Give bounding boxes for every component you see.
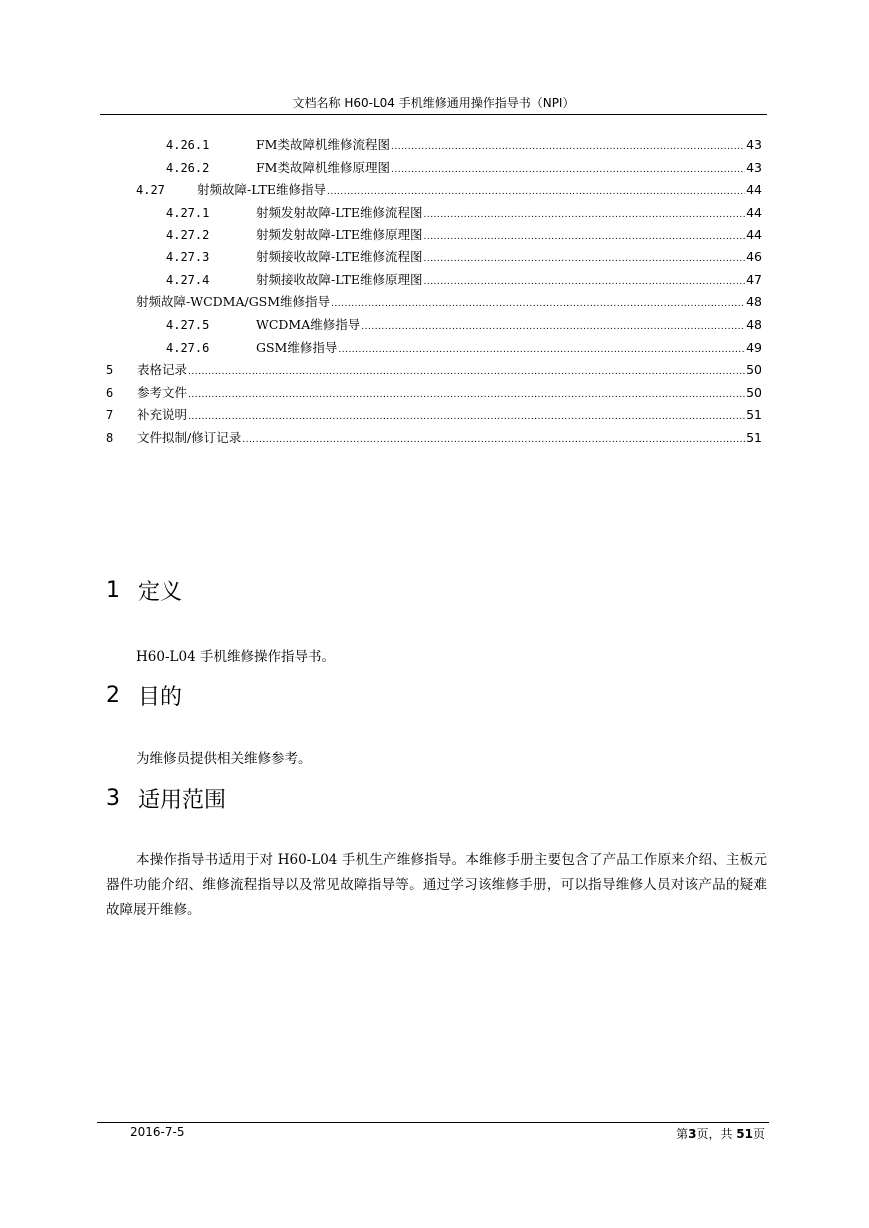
footer-page-number (676, 1125, 765, 1142)
toc-dot-leader (423, 201, 745, 224)
toc-entry-title: FM类故障机维修原理图 (256, 160, 390, 175)
toc-entry-title: 表格记录 (137, 362, 188, 377)
page-middle: 页，共 (696, 1127, 733, 1141)
toc-entry-title: 射频故障-WCDMA/GSM维修指导 (136, 294, 331, 309)
toc-dot-leader (391, 156, 745, 179)
toc-dot-leader (423, 245, 745, 268)
toc-dot-leader (242, 426, 745, 449)
toc-entry[interactable] (166, 245, 762, 268)
toc-dot-leader (338, 336, 745, 359)
header-divider (100, 114, 767, 115)
section-body-purpose: 为维修员提供相关维修参考。 (136, 751, 312, 767)
toc-entry[interactable] (166, 133, 762, 156)
toc-dot-leader (423, 268, 745, 291)
toc-entry-title: 文件拟制/修订记录 (137, 430, 242, 445)
toc-entry-number: 6 (106, 386, 114, 400)
toc-entry-page: 44 (746, 182, 762, 197)
section-body-scope: 本操作指导书适用于对 H60-L04 手机生产维修指导。本维修手册主要包含了产品工作原来介绍、主板元器件功能介绍、维修流程指导以及常见故障指导等。通过学习该维修手册，可以指导维修人员对该产品的疑难故障展开维修。 (106, 852, 767, 918)
footer-date: 2016-7-5 (130, 1125, 185, 1139)
toc-dot-leader (391, 133, 745, 156)
toc-entry-page: 43 (746, 160, 762, 175)
section-title: 定义 (138, 580, 183, 605)
toc-entry[interactable] (106, 358, 762, 381)
toc-entry-page: 43 (746, 137, 762, 152)
toc-entry-page: 44 (746, 205, 762, 220)
toc-entry-title: FM类故障机维修流程图 (256, 137, 390, 152)
page-prefix: 第 (676, 1127, 689, 1141)
section-number: 2 (106, 683, 120, 708)
toc-dot-leader (423, 223, 745, 246)
toc-entry-number: 4.26.2 (166, 161, 210, 175)
toc-entry-title: 射频接收故障-LTE维修原理图 (256, 272, 423, 287)
page-current: 3 (688, 1127, 697, 1141)
toc-entry[interactable] (136, 290, 762, 313)
section-title: 适用范围 (138, 788, 227, 813)
footer-divider (97, 1122, 769, 1123)
toc-entry[interactable] (166, 268, 762, 291)
toc-entry-number: 4.27.2 (166, 228, 210, 242)
toc-entry-title: 射频发射故障-LTE维修流程图 (256, 205, 423, 220)
toc-entry-number: 5 (106, 363, 114, 377)
toc-entry-page: 47 (746, 272, 762, 287)
toc-entry-number: 4.27.6 (166, 341, 210, 355)
toc-entry-page: 46 (746, 249, 762, 264)
toc-entry-number: 4.27 (136, 183, 165, 197)
section-heading-purpose (106, 680, 182, 711)
page-header (100, 95, 767, 111)
toc-entry-number: 8 (106, 431, 114, 445)
section-title: 目的 (138, 685, 183, 710)
section-number: 1 (106, 578, 120, 603)
toc-entry[interactable] (106, 426, 762, 449)
toc-entry[interactable] (166, 313, 762, 336)
toc-entry[interactable] (106, 403, 762, 426)
toc-dot-leader (188, 358, 745, 381)
toc-entry-number: 4.27.1 (166, 206, 210, 220)
section-heading-scope (106, 783, 226, 814)
toc-entry-title: WCDMA维修指导 (256, 317, 361, 332)
toc-dot-leader (188, 381, 745, 404)
toc-dot-leader (361, 313, 745, 336)
toc-entry-number: 4.27.3 (166, 250, 210, 264)
section-number: 3 (106, 786, 120, 811)
toc-entry[interactable] (166, 201, 762, 224)
section-body-definition: H60-L04 手机维修操作指导书。 (136, 649, 335, 665)
toc-entry-page: 48 (746, 294, 762, 309)
toc-dot-leader (331, 290, 745, 313)
toc-entry-page: 48 (746, 317, 762, 332)
toc-entry-number: 7 (106, 408, 114, 422)
toc-entry-title: 补充说明 (137, 407, 188, 422)
document-title: 文档名称 H60-L04 手机维修通用操作指导书（NPI） (292, 96, 575, 110)
toc-entry-title: 射频接收故障-LTE维修流程图 (256, 249, 423, 264)
page-suffix: 页 (752, 1127, 765, 1141)
toc-entry-title: GSM维修指导 (256, 340, 338, 355)
toc-entry-number: 4.26.1 (166, 138, 210, 152)
toc-dot-leader (188, 403, 745, 426)
toc-entry[interactable] (166, 156, 762, 179)
toc-entry-page: 51 (746, 430, 762, 445)
section-heading-definition (106, 575, 182, 606)
toc-entry[interactable] (106, 381, 762, 404)
toc-entry-page: 50 (746, 385, 762, 400)
toc-entry-title: 参考文件 (137, 385, 188, 400)
toc-entry-page: 44 (746, 227, 762, 242)
toc-entry-page: 50 (746, 362, 762, 377)
page-total: 51 (736, 1127, 753, 1141)
toc-entry[interactable] (136, 178, 762, 201)
toc-entry-title: 射频发射故障-LTE维修原理图 (256, 227, 423, 242)
toc-dot-leader (327, 178, 745, 201)
toc-entry-number: 4.27.5 (166, 318, 210, 332)
toc-entry[interactable] (166, 223, 762, 246)
toc-entry[interactable] (166, 336, 762, 359)
toc-entry-title: 射频故障-LTE维修指导 (197, 182, 326, 197)
toc-entry-number: 4.27.4 (166, 273, 210, 287)
toc-entry-page: 51 (746, 407, 762, 422)
toc-entry-page: 49 (746, 340, 762, 355)
